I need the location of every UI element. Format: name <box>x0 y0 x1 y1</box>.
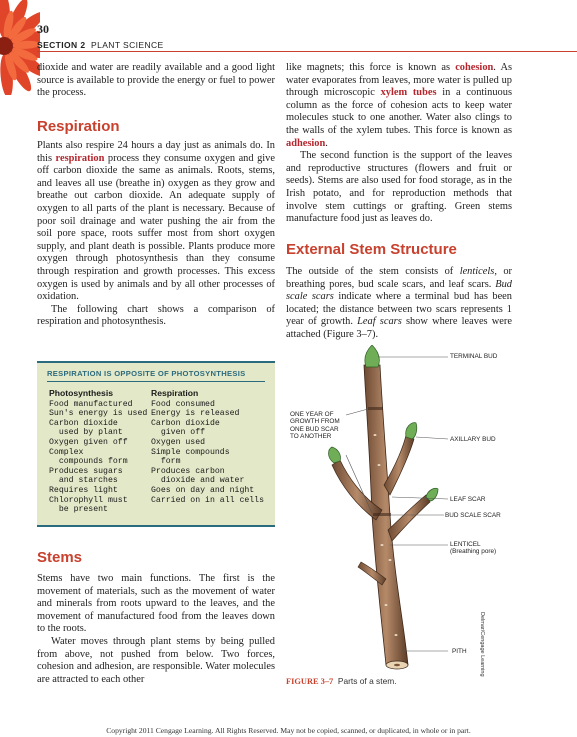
respiration-paragraph-1: Plants also respire 24 hours a day just as animals do. In this respiration process they consume oxygen and give off carbon dioxide the same as animals. Roots, stems, and leaves all use (breathe in) oxygen as they grow and breathe out carbon dioxide. An adequate supply of oxygen to all parts of the plant is necessary. Because of poor soil drainage and water pushing the air from the soil pore space, roots suffer most from short oxygen supply, and plant death is possible. Plants produce more oxygen through photosynthesis than they consume through respiration and growth processes. This excess oxygen is used by animals and by all other processes of oxidation. <box>37 140 275 303</box>
label-bud-scale-scar: BUD SCALE SCAR <box>445 512 501 519</box>
comparison-line: Food manufactured <box>49 399 133 409</box>
figure-number: FIGURE 3–7 <box>286 677 334 686</box>
support-paragraph: The second function is the support of the leaves and reproductive structures (flowers and fruit or seeds). Stems are also used for food storage, as in the Irish potato, and for reproduction methods that involve stem cuttings or grafting. Green stems manufacture food just as leaves do. <box>286 150 512 225</box>
terminal-bud <box>365 345 379 367</box>
comparison-line: Complex <box>49 447 84 457</box>
photosynthesis-header: Photosynthesis <box>49 388 113 398</box>
external-stem-paragraph: The outside of the stem consists of lenticels, or breathing pores, bud scale scars, and leaf scars. Bud scale scars indicate where a terminal bud has been located; the distance between two scars represents 1 year of growth. Leaf scars show where leaves were attached (Figure 3–7). <box>286 266 512 340</box>
comparison-line: given off <box>151 428 206 438</box>
external-stem-heading: External Stem Structure <box>286 241 457 258</box>
respiration-paragraph-2: The following chart shows a comparison of respiration and photosynthesis. <box>37 303 275 328</box>
comparison-line: compounds form <box>49 457 128 467</box>
stems-heading: Stems <box>37 549 83 566</box>
flower-graphic <box>0 0 40 95</box>
label-terminal-bud: TERMINAL BUD <box>450 353 498 360</box>
copyright-footer: Copyright 2011 Cengage Learning. All Rights Reserved. May not be copied, scanned, or duplicated, in whole or in part. <box>106 726 471 735</box>
right-branch-lower <box>388 495 430 541</box>
comparison-line: Produces sugars <box>49 466 123 476</box>
figure-credit: Delmar/Cengage Learning <box>479 612 485 677</box>
comparison-line: Food consumed <box>151 399 215 409</box>
stems-text <box>37 573 275 686</box>
intro-paragraph: dioxide and water are readily available and a good light source is available to provide the energy or fuel to power the process. <box>37 62 275 99</box>
comparison-line: dioxide and water <box>151 476 245 486</box>
comparison-line: be present <box>49 505 108 515</box>
section-number: SECTION 2 <box>37 40 86 50</box>
comparison-line: Carbon dioxide <box>151 418 220 428</box>
figure-caption-text: Parts of a stem. <box>337 676 397 686</box>
comparison-line: Produces carbon <box>151 466 225 476</box>
respiration-heading: Respiration <box>37 118 120 135</box>
comparison-line <box>151 505 271 515</box>
comparison-line: form <box>151 457 181 467</box>
section-title: PLANT SCIENCE <box>91 40 164 50</box>
comparison-line: Carried on in all cells <box>151 495 265 505</box>
comparison-line: Oxygen given off <box>49 437 128 447</box>
comparison-line: Energy is released <box>151 409 240 419</box>
axillary-bud-left <box>329 447 341 463</box>
label-lenticel: LENTICEL (Breathing pore) <box>450 541 497 556</box>
column-right <box>286 62 512 226</box>
external-stem-text <box>286 266 512 342</box>
comparison-line: Requires light <box>49 485 118 495</box>
comparison-line: Goes on day and night <box>151 485 255 495</box>
comparison-line: Oxygen used <box>151 437 206 447</box>
axillary-bud-right-lower <box>426 488 438 501</box>
comparison-line: and starches <box>49 476 118 486</box>
axillary-bud-right-upper <box>406 423 417 439</box>
label-one-year-growth: ONE YEAR OF GROWTH FROM ONE BUD SCAR TO ANOTHER <box>290 411 340 441</box>
right-branch-upper <box>384 435 414 495</box>
label-axillary-bud: AXILLARY BUD <box>450 436 496 443</box>
column-left <box>37 62 275 100</box>
respiration-column <box>151 389 271 515</box>
photosynthesis-column <box>49 389 157 515</box>
page-number: 30 <box>37 22 49 36</box>
comparison-line: Simple compounds <box>151 447 230 457</box>
respiration-header: Respiration <box>151 388 199 398</box>
cohesion-paragraph: like magnets; this force is known as cohesion. As water evaporates from leaves, more water is pulled up through microscopic xylem tubes in a continuous column as the force of cohesion acts to keep water molecules stuck to one another. Water also clings to the walls of the xylem tubes. This force is known as adhesion. <box>286 62 512 149</box>
comparison-box-title: RESPIRATION IS OPPOSITE OF PHOTOSYNTHESIS <box>47 369 246 378</box>
comparison-line: Sun's energy is used <box>49 409 148 419</box>
figure-caption <box>286 676 397 686</box>
comparison-line: Chlorophyll must <box>49 495 128 505</box>
comparison-box <box>37 361 275 527</box>
header-rule <box>37 51 577 52</box>
comparison-line: Carbon dioxide <box>49 418 118 428</box>
label-pith: PITH <box>452 648 467 655</box>
label-leaf-scar: LEAF SCAR <box>450 496 486 503</box>
section-header <box>37 40 164 50</box>
stems-paragraph-2: Water moves through plant stems by being pulled from above, not pushed from below. Two forces, cohesion and adhesion, are responsible. Water molecules are attracted to each other <box>37 635 275 685</box>
comparison-line: used by plant <box>49 428 123 438</box>
stems-paragraph-1: Stems have two main functions. The first is the movement of materials, such as the movement of water and minerals from roots upward to the leaves, and the movement of manufactured food from the leaves down to the roots. <box>37 573 275 635</box>
respiration-text <box>37 140 275 329</box>
